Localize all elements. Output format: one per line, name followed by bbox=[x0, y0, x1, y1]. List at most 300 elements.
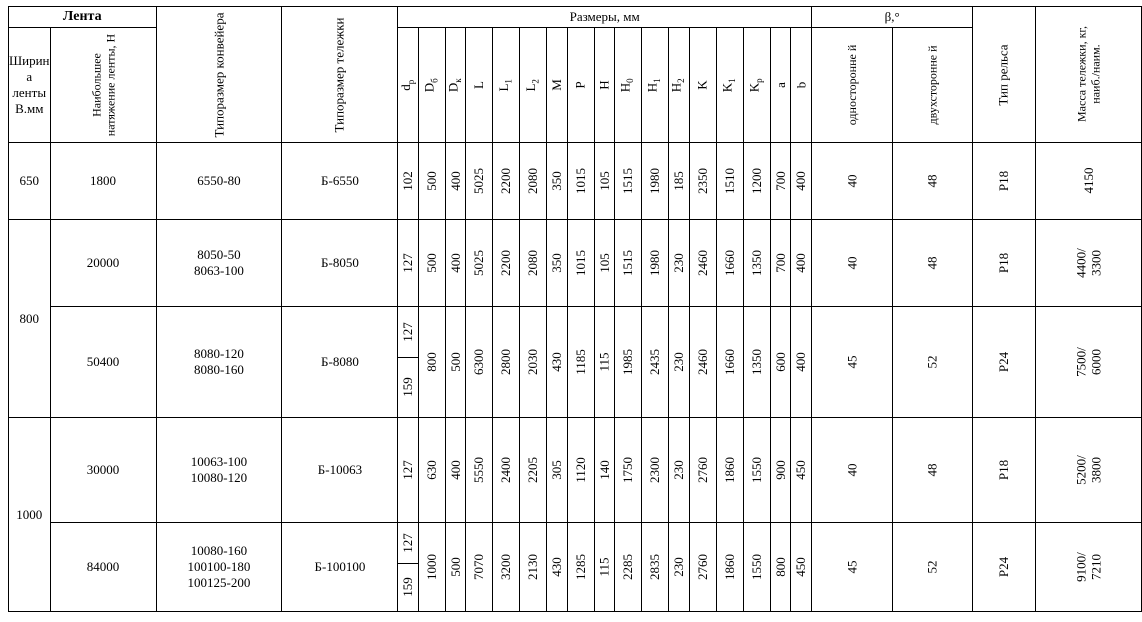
dimension-value-cell bbox=[567, 220, 594, 307]
dimension-value: 185 bbox=[671, 171, 687, 191]
mass-cell bbox=[1035, 523, 1141, 612]
dimension-value-cell bbox=[669, 418, 690, 523]
max-tension-header bbox=[50, 28, 156, 143]
dimension-value: 105 bbox=[596, 171, 612, 191]
dimension-value-cell bbox=[716, 307, 743, 418]
dimension-value: 5025 bbox=[471, 168, 487, 194]
rail-value: Р18 bbox=[996, 459, 1012, 481]
conveyor-cell: 8050-50 8063-100 bbox=[156, 220, 282, 307]
dr-cell bbox=[398, 418, 419, 523]
dr-cell bbox=[398, 143, 419, 220]
dimension-value-cell bbox=[445, 143, 466, 220]
mass-value: 4400/ 3300 bbox=[1073, 247, 1104, 278]
dr-bottom-text: 159 bbox=[400, 577, 416, 597]
dimension-value: 2760 bbox=[694, 554, 710, 580]
dimension-value: 2800 bbox=[498, 349, 514, 375]
dim-col-sub: к bbox=[452, 78, 463, 83]
dimension-value-cell bbox=[493, 307, 520, 418]
tension-cell: 20000 bbox=[50, 220, 156, 307]
dimension-value: 700 bbox=[772, 171, 788, 191]
dimension-value: 1750 bbox=[620, 457, 636, 483]
dimension-value-cell bbox=[791, 220, 812, 307]
rail-value: Р18 bbox=[996, 252, 1012, 274]
dimension-value: 2435 bbox=[647, 349, 663, 375]
dim-col-header bbox=[716, 28, 743, 143]
dimension-value: 1980 bbox=[647, 250, 663, 276]
dimension-value-cell bbox=[418, 307, 445, 418]
beta-col-header bbox=[893, 28, 973, 143]
dim-col-label bbox=[550, 79, 564, 91]
beta-two-sided-cell bbox=[893, 418, 973, 523]
dimension-value: 450 bbox=[793, 460, 809, 480]
beta-header: β,° bbox=[811, 7, 973, 28]
dim-col-base: d bbox=[397, 84, 413, 91]
tension-cell: 1800 bbox=[50, 143, 156, 220]
dim-col-base: P bbox=[572, 81, 588, 89]
rail-value: Р24 bbox=[996, 351, 1012, 373]
dimension-value-cell bbox=[791, 143, 812, 220]
dimension-value: 1015 bbox=[572, 168, 588, 194]
dimension-value: 400 bbox=[447, 253, 463, 273]
tension-cell: 84000 bbox=[50, 523, 156, 612]
dimension-value-cell bbox=[642, 220, 669, 307]
dim-col-header bbox=[642, 28, 669, 143]
dimension-value: 630 bbox=[423, 460, 439, 480]
dim-col-label bbox=[774, 82, 788, 88]
dimension-value-cell bbox=[770, 307, 791, 418]
dimension-value: 350 bbox=[549, 253, 565, 273]
dr-bottom-text: 159 bbox=[400, 377, 416, 397]
dim-col-base: D bbox=[421, 83, 437, 93]
dimension-value: 230 bbox=[671, 557, 687, 577]
dimension-value: 1510 bbox=[721, 168, 737, 194]
dimension-value-cell bbox=[594, 143, 615, 220]
dr-cell bbox=[398, 220, 419, 307]
beta-col-label: двухсторонне й bbox=[925, 45, 940, 125]
dimension-value-cell bbox=[547, 523, 568, 612]
dimension-value-cell bbox=[689, 220, 716, 307]
dimension-value-cell bbox=[520, 418, 547, 523]
dimension-value: 2460 bbox=[694, 349, 710, 375]
dr-cell bbox=[398, 523, 419, 612]
dim-col-header bbox=[669, 28, 690, 143]
dimension-value-cell bbox=[743, 523, 770, 612]
dimension-value-cell bbox=[743, 307, 770, 418]
dim-col-label bbox=[598, 80, 612, 89]
rail-cell bbox=[973, 418, 1035, 523]
dimension-value: 500 bbox=[447, 557, 463, 577]
mass-label: Масса тележки, кг, наиб./наим. bbox=[1074, 26, 1103, 122]
mass-value: 5200/ 3800 bbox=[1073, 454, 1104, 485]
cart-cell: Б-6550 bbox=[282, 143, 398, 220]
dimension-value-cell bbox=[567, 307, 594, 418]
dim-col-label bbox=[721, 79, 740, 93]
cart-cell: Б-100100 bbox=[282, 523, 398, 612]
dim-col-label bbox=[399, 80, 418, 91]
conveyor-size-header bbox=[156, 7, 282, 143]
dimension-value-cell bbox=[615, 418, 642, 523]
dimension-value: 5025 bbox=[471, 250, 487, 276]
dimension-value: 1515 bbox=[620, 168, 636, 194]
dimension-value-cell bbox=[493, 143, 520, 220]
conveyor-cell: 8080-120 8080-160 bbox=[156, 307, 282, 418]
mass-value: 7500/ 6000 bbox=[1073, 346, 1104, 377]
beta-two-sided-value: 52 bbox=[924, 355, 940, 369]
dimension-value-cell bbox=[669, 523, 690, 612]
dim-col-header bbox=[743, 28, 770, 143]
dim-col-base: H bbox=[668, 83, 684, 93]
mass-cell bbox=[1035, 220, 1141, 307]
rail-cell bbox=[973, 523, 1035, 612]
dimensions-header: Размеры, мм bbox=[398, 7, 812, 28]
dimension-value: 2835 bbox=[647, 554, 663, 580]
dimension-value-cell bbox=[418, 220, 445, 307]
dimension-value: 400 bbox=[793, 253, 809, 273]
dr-text: 127 bbox=[400, 253, 416, 273]
conveyor-cell: 6550-80 bbox=[156, 143, 282, 220]
dim-col-label bbox=[472, 81, 486, 89]
dim-col-sub: 1 bbox=[652, 78, 663, 84]
dimension-value: 350 bbox=[549, 171, 565, 191]
dim-col-header bbox=[689, 28, 716, 143]
beta-one-sided-value: 45 bbox=[844, 355, 860, 369]
dr-value-bottom bbox=[398, 563, 418, 611]
dimension-value-cell bbox=[445, 307, 466, 418]
dimension-value: 2030 bbox=[525, 349, 541, 375]
dimension-value-cell bbox=[743, 143, 770, 220]
dim-col-base: L bbox=[523, 83, 539, 92]
dimension-value-cell bbox=[567, 418, 594, 523]
dimension-value: 2460 bbox=[694, 250, 710, 276]
dimension-value: 1980 bbox=[647, 168, 663, 194]
table-row bbox=[9, 307, 1142, 418]
beta-one-sided-cell bbox=[811, 220, 892, 307]
mass-cell bbox=[1035, 143, 1141, 220]
dim-col-header bbox=[445, 28, 466, 143]
beta-two-sided-cell bbox=[893, 307, 973, 418]
dimension-value: 800 bbox=[772, 557, 788, 577]
dim-col-label bbox=[524, 79, 543, 91]
mass-cell bbox=[1035, 418, 1141, 523]
dim-col-sub: 2 bbox=[676, 78, 687, 84]
dim-col-header bbox=[520, 28, 547, 143]
dimension-value-cell bbox=[466, 418, 493, 523]
dimension-value-cell bbox=[445, 220, 466, 307]
dimension-value-cell bbox=[445, 523, 466, 612]
dimension-value-cell bbox=[493, 523, 520, 612]
dimension-value-cell bbox=[520, 523, 547, 612]
dimension-value-cell bbox=[567, 523, 594, 612]
beta-one-sided-cell bbox=[811, 418, 892, 523]
dimension-value-cell bbox=[669, 307, 690, 418]
dimension-value: 800 bbox=[423, 352, 439, 372]
dimension-value: 450 bbox=[793, 557, 809, 577]
dimension-value: 140 bbox=[596, 460, 612, 480]
dimension-value: 1985 bbox=[620, 349, 636, 375]
dimension-value-cell bbox=[716, 220, 743, 307]
dim-col-sub: 1 bbox=[727, 78, 738, 84]
dimension-value: 1000 bbox=[423, 554, 439, 580]
dimension-value-cell bbox=[689, 418, 716, 523]
dimension-value: 2300 bbox=[647, 457, 663, 483]
dimension-value: 1660 bbox=[721, 250, 737, 276]
rail-value: Р18 bbox=[996, 170, 1012, 192]
dimension-value-cell bbox=[716, 418, 743, 523]
cart-size-header bbox=[282, 7, 398, 143]
dim-col-sub: 2 bbox=[530, 79, 541, 84]
conveyor-cart-table bbox=[8, 6, 1142, 612]
beta-one-sided-value: 40 bbox=[844, 256, 860, 270]
dimension-value-cell bbox=[689, 143, 716, 220]
dimension-value-cell bbox=[493, 220, 520, 307]
dimension-value: 6300 bbox=[471, 349, 487, 375]
dimension-value: 400 bbox=[793, 352, 809, 372]
dim-col-sub: б bbox=[429, 78, 440, 84]
dimension-value: 2205 bbox=[525, 457, 541, 483]
dim-col-header bbox=[594, 28, 615, 143]
dr-text: 127 bbox=[400, 460, 416, 480]
table-row bbox=[9, 220, 1142, 307]
dimension-value: 1185 bbox=[572, 349, 588, 375]
dimension-value: 1285 bbox=[572, 554, 588, 580]
dim-col-base: M bbox=[549, 79, 565, 91]
dim-col-header bbox=[493, 28, 520, 143]
lenta-header: Лента bbox=[9, 7, 157, 28]
dimension-value-cell bbox=[716, 143, 743, 220]
dim-col-base: H bbox=[596, 80, 612, 90]
beta-one-sided-cell bbox=[811, 523, 892, 612]
mass-value: 9100/ 7210 bbox=[1073, 551, 1104, 582]
dim-col-header bbox=[398, 28, 419, 143]
dimension-value-cell bbox=[642, 307, 669, 418]
dimension-value: 7070 bbox=[471, 554, 487, 580]
dim-col-base: K bbox=[694, 80, 710, 90]
cart-cell: Б-8080 bbox=[282, 307, 398, 418]
dimension-value-cell bbox=[445, 418, 466, 523]
rail-type-header bbox=[973, 7, 1035, 143]
dimension-value: 1120 bbox=[572, 457, 588, 483]
rail-cell bbox=[973, 143, 1035, 220]
max-tension-label: Наибольшее натяжение ленты, Н bbox=[89, 33, 117, 136]
dimension-value-cell bbox=[770, 220, 791, 307]
dimension-value: 500 bbox=[423, 171, 439, 191]
dimension-value: 900 bbox=[772, 460, 788, 480]
beta-one-sided-value: 45 bbox=[844, 560, 860, 574]
dim-col-label bbox=[497, 79, 516, 91]
dimension-value: 2130 bbox=[525, 554, 541, 580]
dim-col-base: a bbox=[772, 82, 788, 88]
dimension-value: 1860 bbox=[721, 554, 737, 580]
table-row bbox=[9, 418, 1142, 523]
dr-value-top bbox=[398, 307, 418, 357]
dimension-value: 1515 bbox=[620, 250, 636, 276]
dimension-value-cell bbox=[466, 143, 493, 220]
mass-header bbox=[1035, 7, 1141, 143]
dimension-value-cell bbox=[520, 307, 547, 418]
dimension-value-cell bbox=[594, 307, 615, 418]
dr-top-text: 127 bbox=[400, 533, 416, 553]
dim-col-base: L bbox=[496, 83, 512, 92]
rail-type-label: Тип рельса bbox=[996, 43, 1012, 106]
dim-col-label bbox=[696, 80, 710, 89]
beta-two-sided-cell bbox=[893, 143, 973, 220]
dimension-value: 230 bbox=[671, 253, 687, 273]
dimension-value-cell bbox=[493, 418, 520, 523]
dimension-value: 500 bbox=[447, 352, 463, 372]
dimension-value: 230 bbox=[671, 352, 687, 372]
rail-cell bbox=[973, 220, 1035, 307]
dimension-value: 3200 bbox=[498, 554, 514, 580]
dimension-value: 400 bbox=[447, 460, 463, 480]
dim-col-header bbox=[770, 28, 791, 143]
beta-one-sided-cell bbox=[811, 143, 892, 220]
dimension-value-cell bbox=[567, 143, 594, 220]
rail-value: Р24 bbox=[996, 556, 1012, 578]
dimension-value-cell bbox=[594, 523, 615, 612]
dr-value-top bbox=[398, 523, 418, 563]
dimension-value-cell bbox=[547, 143, 568, 220]
dim-col-header bbox=[547, 28, 568, 143]
dimension-value: 2200 bbox=[498, 168, 514, 194]
dimension-value-cell bbox=[615, 523, 642, 612]
beta-two-sided-cell bbox=[893, 220, 973, 307]
beta-two-sided-value: 48 bbox=[924, 174, 940, 188]
beta-one-sided-value: 40 bbox=[844, 463, 860, 477]
dim-col-base: K bbox=[746, 83, 762, 93]
dimension-value-cell bbox=[689, 307, 716, 418]
beta-col-label: односторонне й bbox=[845, 44, 860, 126]
dimension-value: 400 bbox=[447, 171, 463, 191]
dimension-value: 1660 bbox=[721, 349, 737, 375]
dimension-value-cell bbox=[615, 143, 642, 220]
dim-col-sub: р bbox=[405, 80, 416, 85]
dimension-value-cell bbox=[770, 143, 791, 220]
cart-cell: Б-10063 bbox=[282, 418, 398, 523]
dr-text: 102 bbox=[400, 171, 416, 191]
dr-value-bottom bbox=[398, 357, 418, 417]
dimension-value-cell bbox=[466, 220, 493, 307]
dimension-value: 2285 bbox=[620, 554, 636, 580]
dimension-value-cell bbox=[642, 143, 669, 220]
dim-col-base: K bbox=[719, 83, 735, 93]
dimension-value-cell bbox=[743, 418, 770, 523]
dim-col-label bbox=[423, 79, 442, 93]
dimension-value: 2400 bbox=[498, 457, 514, 483]
dimension-value: 5550 bbox=[471, 457, 487, 483]
belt-width-cell: 800 bbox=[9, 220, 51, 418]
dimension-value: 1350 bbox=[748, 349, 764, 375]
dim-col-label bbox=[748, 79, 767, 93]
dimension-value-cell bbox=[547, 307, 568, 418]
dimension-value-cell bbox=[615, 307, 642, 418]
dimension-value: 500 bbox=[423, 253, 439, 273]
beta-two-sided-value: 48 bbox=[924, 256, 940, 270]
dimension-value: 1860 bbox=[721, 457, 737, 483]
dim-col-base: H bbox=[645, 83, 661, 93]
mass-cell bbox=[1035, 307, 1141, 418]
dim-col-label bbox=[670, 79, 689, 93]
dimension-value-cell bbox=[547, 220, 568, 307]
dim-col-header bbox=[791, 28, 812, 143]
dimension-value: 105 bbox=[596, 253, 612, 273]
dimension-value: 400 bbox=[793, 171, 809, 191]
dimension-value: 1550 bbox=[748, 457, 764, 483]
dimension-value-cell bbox=[716, 523, 743, 612]
conveyor-size-label: Типоразмер конвейера bbox=[210, 12, 226, 137]
dimension-value: 430 bbox=[549, 352, 565, 372]
dimension-value-cell bbox=[520, 220, 547, 307]
dimension-value-cell bbox=[642, 523, 669, 612]
dimension-value-cell bbox=[791, 523, 812, 612]
dimension-value: 600 bbox=[772, 352, 788, 372]
dim-col-sub: р bbox=[754, 78, 765, 84]
dr-cell bbox=[398, 307, 419, 418]
dimension-value: 2350 bbox=[694, 168, 710, 194]
dimension-value: 1200 bbox=[748, 168, 764, 194]
conveyor-cell: 10080-160 100100-180 100125-200 bbox=[156, 523, 282, 612]
dimension-value-cell bbox=[418, 418, 445, 523]
dimension-value: 1350 bbox=[748, 250, 764, 276]
dim-col-label bbox=[574, 81, 588, 88]
dimension-value-cell bbox=[466, 307, 493, 418]
dimension-value-cell bbox=[520, 143, 547, 220]
beta-one-sided-cell bbox=[811, 307, 892, 418]
dimension-value: 2760 bbox=[694, 457, 710, 483]
beta-two-sided-value: 48 bbox=[924, 463, 940, 477]
dimension-value: 115 bbox=[596, 557, 612, 577]
dim-col-label bbox=[646, 79, 665, 93]
dimension-value-cell bbox=[594, 220, 615, 307]
dimension-value: 1015 bbox=[572, 250, 588, 276]
belt-width-cell: 1000 bbox=[9, 418, 51, 612]
dimension-value-cell bbox=[594, 418, 615, 523]
beta-col-header bbox=[811, 28, 892, 143]
dim-col-header bbox=[615, 28, 642, 143]
table-row bbox=[9, 523, 1142, 612]
dim-col-label bbox=[619, 79, 638, 93]
dim-col-header bbox=[466, 28, 493, 143]
dimension-value-cell bbox=[791, 307, 812, 418]
dim-col-label bbox=[446, 79, 465, 93]
dimension-value-cell bbox=[689, 523, 716, 612]
beta-two-sided-cell bbox=[893, 523, 973, 612]
rail-cell bbox=[973, 307, 1035, 418]
dr-top-text: 127 bbox=[400, 322, 416, 342]
dim-col-base: b bbox=[793, 81, 809, 89]
dimension-value-cell bbox=[770, 418, 791, 523]
tension-cell: 50400 bbox=[50, 307, 156, 418]
dimension-value: 1550 bbox=[748, 554, 764, 580]
dimension-value-cell bbox=[642, 418, 669, 523]
dimension-value: 305 bbox=[549, 460, 565, 480]
dim-col-sub: 0 bbox=[625, 78, 636, 84]
dim-col-base: D bbox=[445, 82, 461, 93]
conveyor-cell: 10063-100 10080-120 bbox=[156, 418, 282, 523]
dimension-value: 2200 bbox=[498, 250, 514, 276]
belt-width-cell: 650 bbox=[9, 143, 51, 220]
dimension-value: 230 bbox=[671, 460, 687, 480]
cart-size-label: Типоразмер тележки bbox=[331, 17, 347, 132]
dimension-value-cell bbox=[466, 523, 493, 612]
dimension-value: 700 bbox=[772, 253, 788, 273]
tension-cell: 30000 bbox=[50, 418, 156, 523]
beta-two-sided-value: 52 bbox=[924, 560, 940, 574]
dim-col-header bbox=[567, 28, 594, 143]
header-row-top bbox=[9, 7, 1142, 28]
dim-col-sub: 1 bbox=[503, 79, 514, 84]
dim-col-base: L bbox=[471, 81, 487, 89]
dimension-value-cell bbox=[669, 143, 690, 220]
